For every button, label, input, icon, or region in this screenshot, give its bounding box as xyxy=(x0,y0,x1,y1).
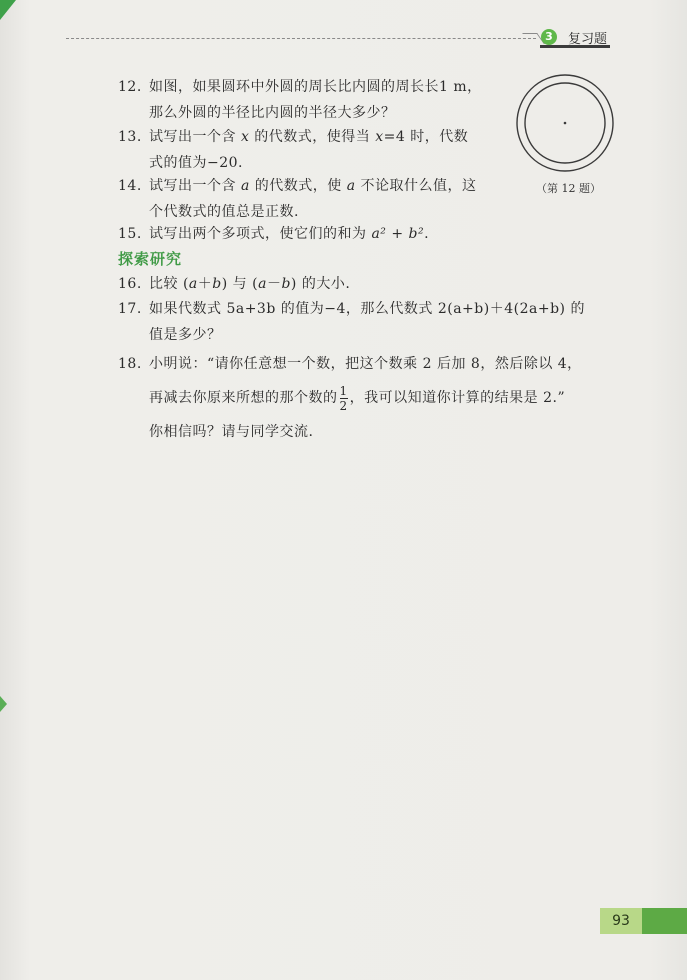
problem-text: 再减去你原来所想的那个数的 xyxy=(149,390,338,406)
expression: a² + b² xyxy=(371,226,425,242)
chapter-title: 复习题 xyxy=(568,32,608,47)
center-point xyxy=(564,122,567,125)
variable: x xyxy=(375,129,384,145)
header-dashed-rule xyxy=(66,38,536,39)
variable: b xyxy=(281,276,291,292)
figure-caption: （第 12 题） xyxy=(536,182,601,195)
variable: b xyxy=(212,276,222,292)
problem-number: 12. xyxy=(118,79,142,95)
problem-text: 个代数式的值总是正数. xyxy=(149,204,299,220)
problem-text: ，我可以知道你计算的结果是 2.” xyxy=(349,390,566,406)
page-number: 93 xyxy=(600,908,642,934)
problem-text: 不论取什么值，这 xyxy=(355,178,477,194)
corner-tab xyxy=(0,0,16,20)
variable: x xyxy=(240,129,250,145)
problem-15 xyxy=(118,221,429,247)
problem-number: 15. xyxy=(118,226,142,242)
problem-14 xyxy=(118,173,477,225)
problem-text: 试写出两个多项式，使它们的和为 xyxy=(149,226,372,242)
problem-12 xyxy=(118,74,482,126)
page-number-strip xyxy=(642,908,687,934)
problem-17 xyxy=(118,296,585,348)
section-heading: 探索研究 xyxy=(118,250,183,268)
problem-text: ) 与 ( xyxy=(221,276,259,292)
problem-number: 16. xyxy=(118,276,142,292)
problem-text: 那么外圆的半径比内圆的半径大多少？ xyxy=(149,105,396,121)
problem-text: 如果代数式 5a+3b 的值为−4，那么代数式 2(a+b)＋4(2a+b) 的 xyxy=(149,301,585,317)
problem-number: 18. xyxy=(118,356,142,372)
problem-number: 13. xyxy=(118,129,142,145)
problem-text: 试写出一个含 xyxy=(149,129,241,145)
variable: a xyxy=(188,276,198,292)
problem-text: 值是多少？ xyxy=(149,327,222,343)
problem-text: . xyxy=(424,226,430,242)
problem-16 xyxy=(118,271,350,297)
problem-text: 你相信吗？请与同学交流. xyxy=(149,424,314,440)
problem-number: 14. xyxy=(118,178,142,194)
problem-text: =4 时，代数 xyxy=(383,129,469,145)
annulus-figure xyxy=(514,72,616,174)
problem-text: 比较 ( xyxy=(149,276,189,292)
fraction-denominator: 2 xyxy=(339,398,348,413)
problem-text: 式的值为−20. xyxy=(149,155,243,171)
problem-text: 如图，如果圆环中外圆的周长比内圆的周长长1 m， xyxy=(149,79,482,95)
variable: a xyxy=(258,276,267,292)
problem-text: 的代数式，使 xyxy=(249,178,347,194)
problem-text: ) 的大小. xyxy=(290,276,351,292)
problem-13 xyxy=(118,124,468,176)
chapter-number-badge: 3 xyxy=(541,29,557,45)
fraction-one-half xyxy=(340,385,348,412)
variable: a xyxy=(346,178,356,194)
problem-text: － xyxy=(266,276,282,292)
problem-text: 小明说：“请你任意想一个数，把这个数乘 2 后加 8，然后除以 4， xyxy=(149,356,582,372)
fraction-numerator: 1 xyxy=(339,383,348,398)
problem-number: 17. xyxy=(118,301,142,317)
problem-text: ＋ xyxy=(197,276,213,292)
variable: a xyxy=(240,178,250,194)
margin-marker xyxy=(0,696,7,712)
problem-text: 的代数式，使得当 xyxy=(249,129,376,145)
problem-18 xyxy=(118,347,582,449)
problem-text: 试写出一个含 xyxy=(149,178,241,194)
